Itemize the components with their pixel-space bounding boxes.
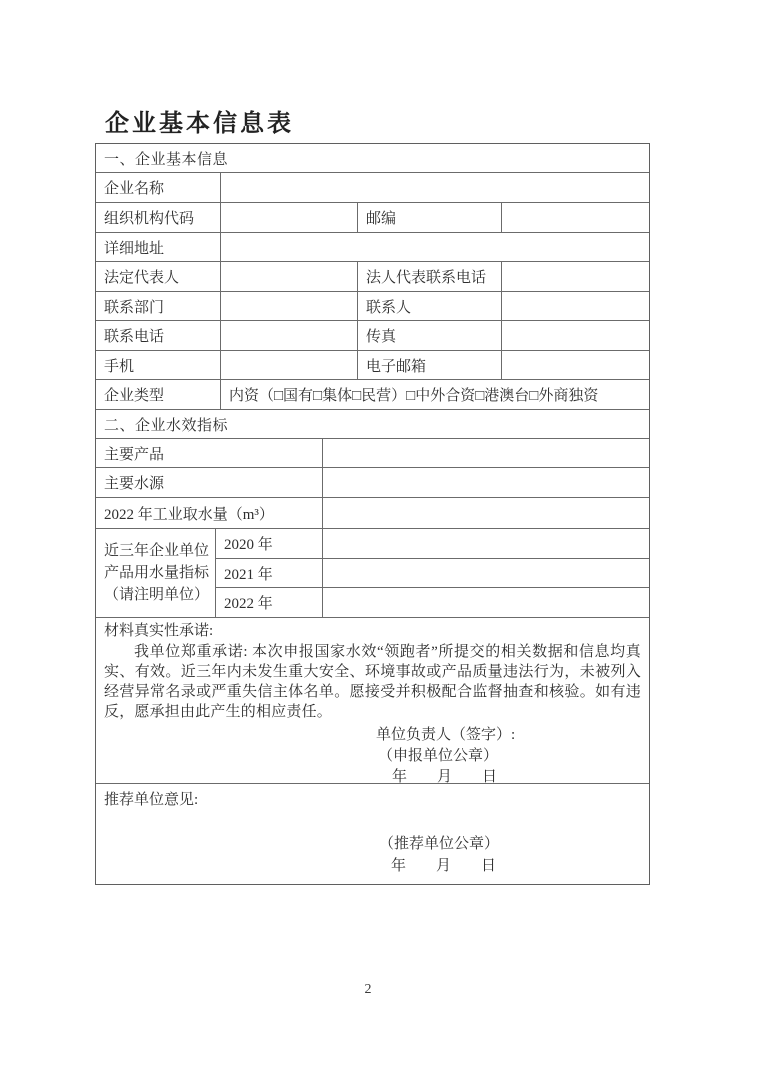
recommendation-date-field[interactable]: 年 月 日 xyxy=(391,858,497,874)
year-2022-input[interactable] xyxy=(323,588,649,617)
recommendation-title: 推荐单位意见: xyxy=(104,792,199,808)
table-row xyxy=(96,351,649,380)
commitment-title: 材料真实性承诺: xyxy=(104,623,214,639)
contact-person-input[interactable] xyxy=(502,292,649,320)
company-name-input[interactable] xyxy=(221,173,649,202)
legal-rep-input[interactable] xyxy=(221,262,358,291)
table-row xyxy=(96,203,649,233)
postcode-label: 邮编 xyxy=(358,203,502,232)
legal-rep-phone-label: 法人代表联系电话 xyxy=(358,262,502,291)
year-2021-input[interactable] xyxy=(323,559,649,588)
table-row xyxy=(96,173,649,203)
signature-block xyxy=(368,725,641,788)
table-row xyxy=(96,439,649,468)
section1-header: 一、企业基本信息 xyxy=(104,151,229,168)
table-row xyxy=(96,380,649,410)
main-product-label: 主要产品 xyxy=(96,439,323,467)
year-2022-label: 2022 年 xyxy=(216,588,323,617)
org-code-input[interactable] xyxy=(221,203,358,232)
table-row xyxy=(216,529,649,559)
three-year-subrows xyxy=(216,529,649,617)
contact-phone-input[interactable] xyxy=(221,321,358,350)
applicant-seal-label: （申报单位公章） xyxy=(378,748,499,764)
page-title: 企业基本信息表 xyxy=(105,111,294,137)
section1-header-row xyxy=(96,144,649,173)
company-type-label: 企业类型 xyxy=(96,380,221,409)
year-2021-label: 2021 年 xyxy=(216,559,323,588)
main-product-input[interactable] xyxy=(323,439,649,467)
fax-label: 传真 xyxy=(358,321,502,350)
contact-dept-input[interactable] xyxy=(221,292,358,320)
year-2020-label: 2020 年 xyxy=(216,529,323,558)
table-row xyxy=(96,292,649,321)
water-intake-label: 2022 年工业取水量（m³） xyxy=(96,498,323,528)
recommendation-cell[interactable] xyxy=(96,784,649,886)
company-name-label: 企业名称 xyxy=(96,173,221,202)
mobile-label: 手机 xyxy=(96,351,221,379)
org-code-label: 组织机构代码 xyxy=(96,203,221,232)
email-label: 电子邮箱 xyxy=(358,351,502,379)
commitment-cell xyxy=(96,618,649,784)
table-row xyxy=(96,498,649,529)
contact-phone-label: 联系电话 xyxy=(96,321,221,350)
table-row xyxy=(96,262,649,292)
mobile-input[interactable] xyxy=(221,351,358,379)
water-source-label: 主要水源 xyxy=(96,468,323,497)
page-number: 2 xyxy=(364,982,372,997)
address-input[interactable] xyxy=(221,233,649,261)
commitment-date-field[interactable]: 年 月 日 xyxy=(392,769,498,785)
water-source-input[interactable] xyxy=(323,468,649,497)
email-input[interactable] xyxy=(502,351,649,379)
address-label: 详细地址 xyxy=(96,233,221,261)
table-row xyxy=(216,559,649,589)
legal-rep-phone-input[interactable] xyxy=(502,262,649,291)
recommender-seal-label: （推荐单位公章） xyxy=(379,836,500,852)
fax-input[interactable] xyxy=(502,321,649,350)
legal-rep-label: 法定代表人 xyxy=(96,262,221,291)
three-year-usage-row xyxy=(96,529,649,618)
section2-header-row xyxy=(96,410,649,439)
table-row xyxy=(96,468,649,498)
contact-dept-label: 联系部门 xyxy=(96,292,221,320)
section2-header: 二、企业水效指标 xyxy=(104,417,229,434)
signature-label[interactable]: 单位负责人（签字）: xyxy=(376,727,516,743)
three-year-label: 近三年企业单位产品用水量指标（请注明单位） xyxy=(96,529,216,617)
company-type-options[interactable]: 内资（□国有□集体□民营）□中外合资□港澳台□外商独资 xyxy=(229,388,599,404)
water-intake-input[interactable] xyxy=(323,498,649,528)
table-row xyxy=(96,233,649,262)
table-row xyxy=(96,321,649,351)
commitment-body: 我单位郑重承诺: 本次申报国家水效“领跑者”所提交的相关数据和信息均真实、有效。近三年内未发生重大安全、环境事故或产品质量违法行为，未被列入经营异常名录或严重失信主体名单。愿接受并积极配合监督抽查和核验。如有违反，愿承担由此产生的相应责任。 xyxy=(104,644,641,720)
contact-person-label: 联系人 xyxy=(358,292,502,320)
table-row xyxy=(216,588,649,617)
year-2020-input[interactable] xyxy=(323,529,649,558)
postcode-input[interactable] xyxy=(502,203,649,232)
enterprise-info-table xyxy=(95,143,650,885)
recommendation-seal-block xyxy=(379,833,641,877)
